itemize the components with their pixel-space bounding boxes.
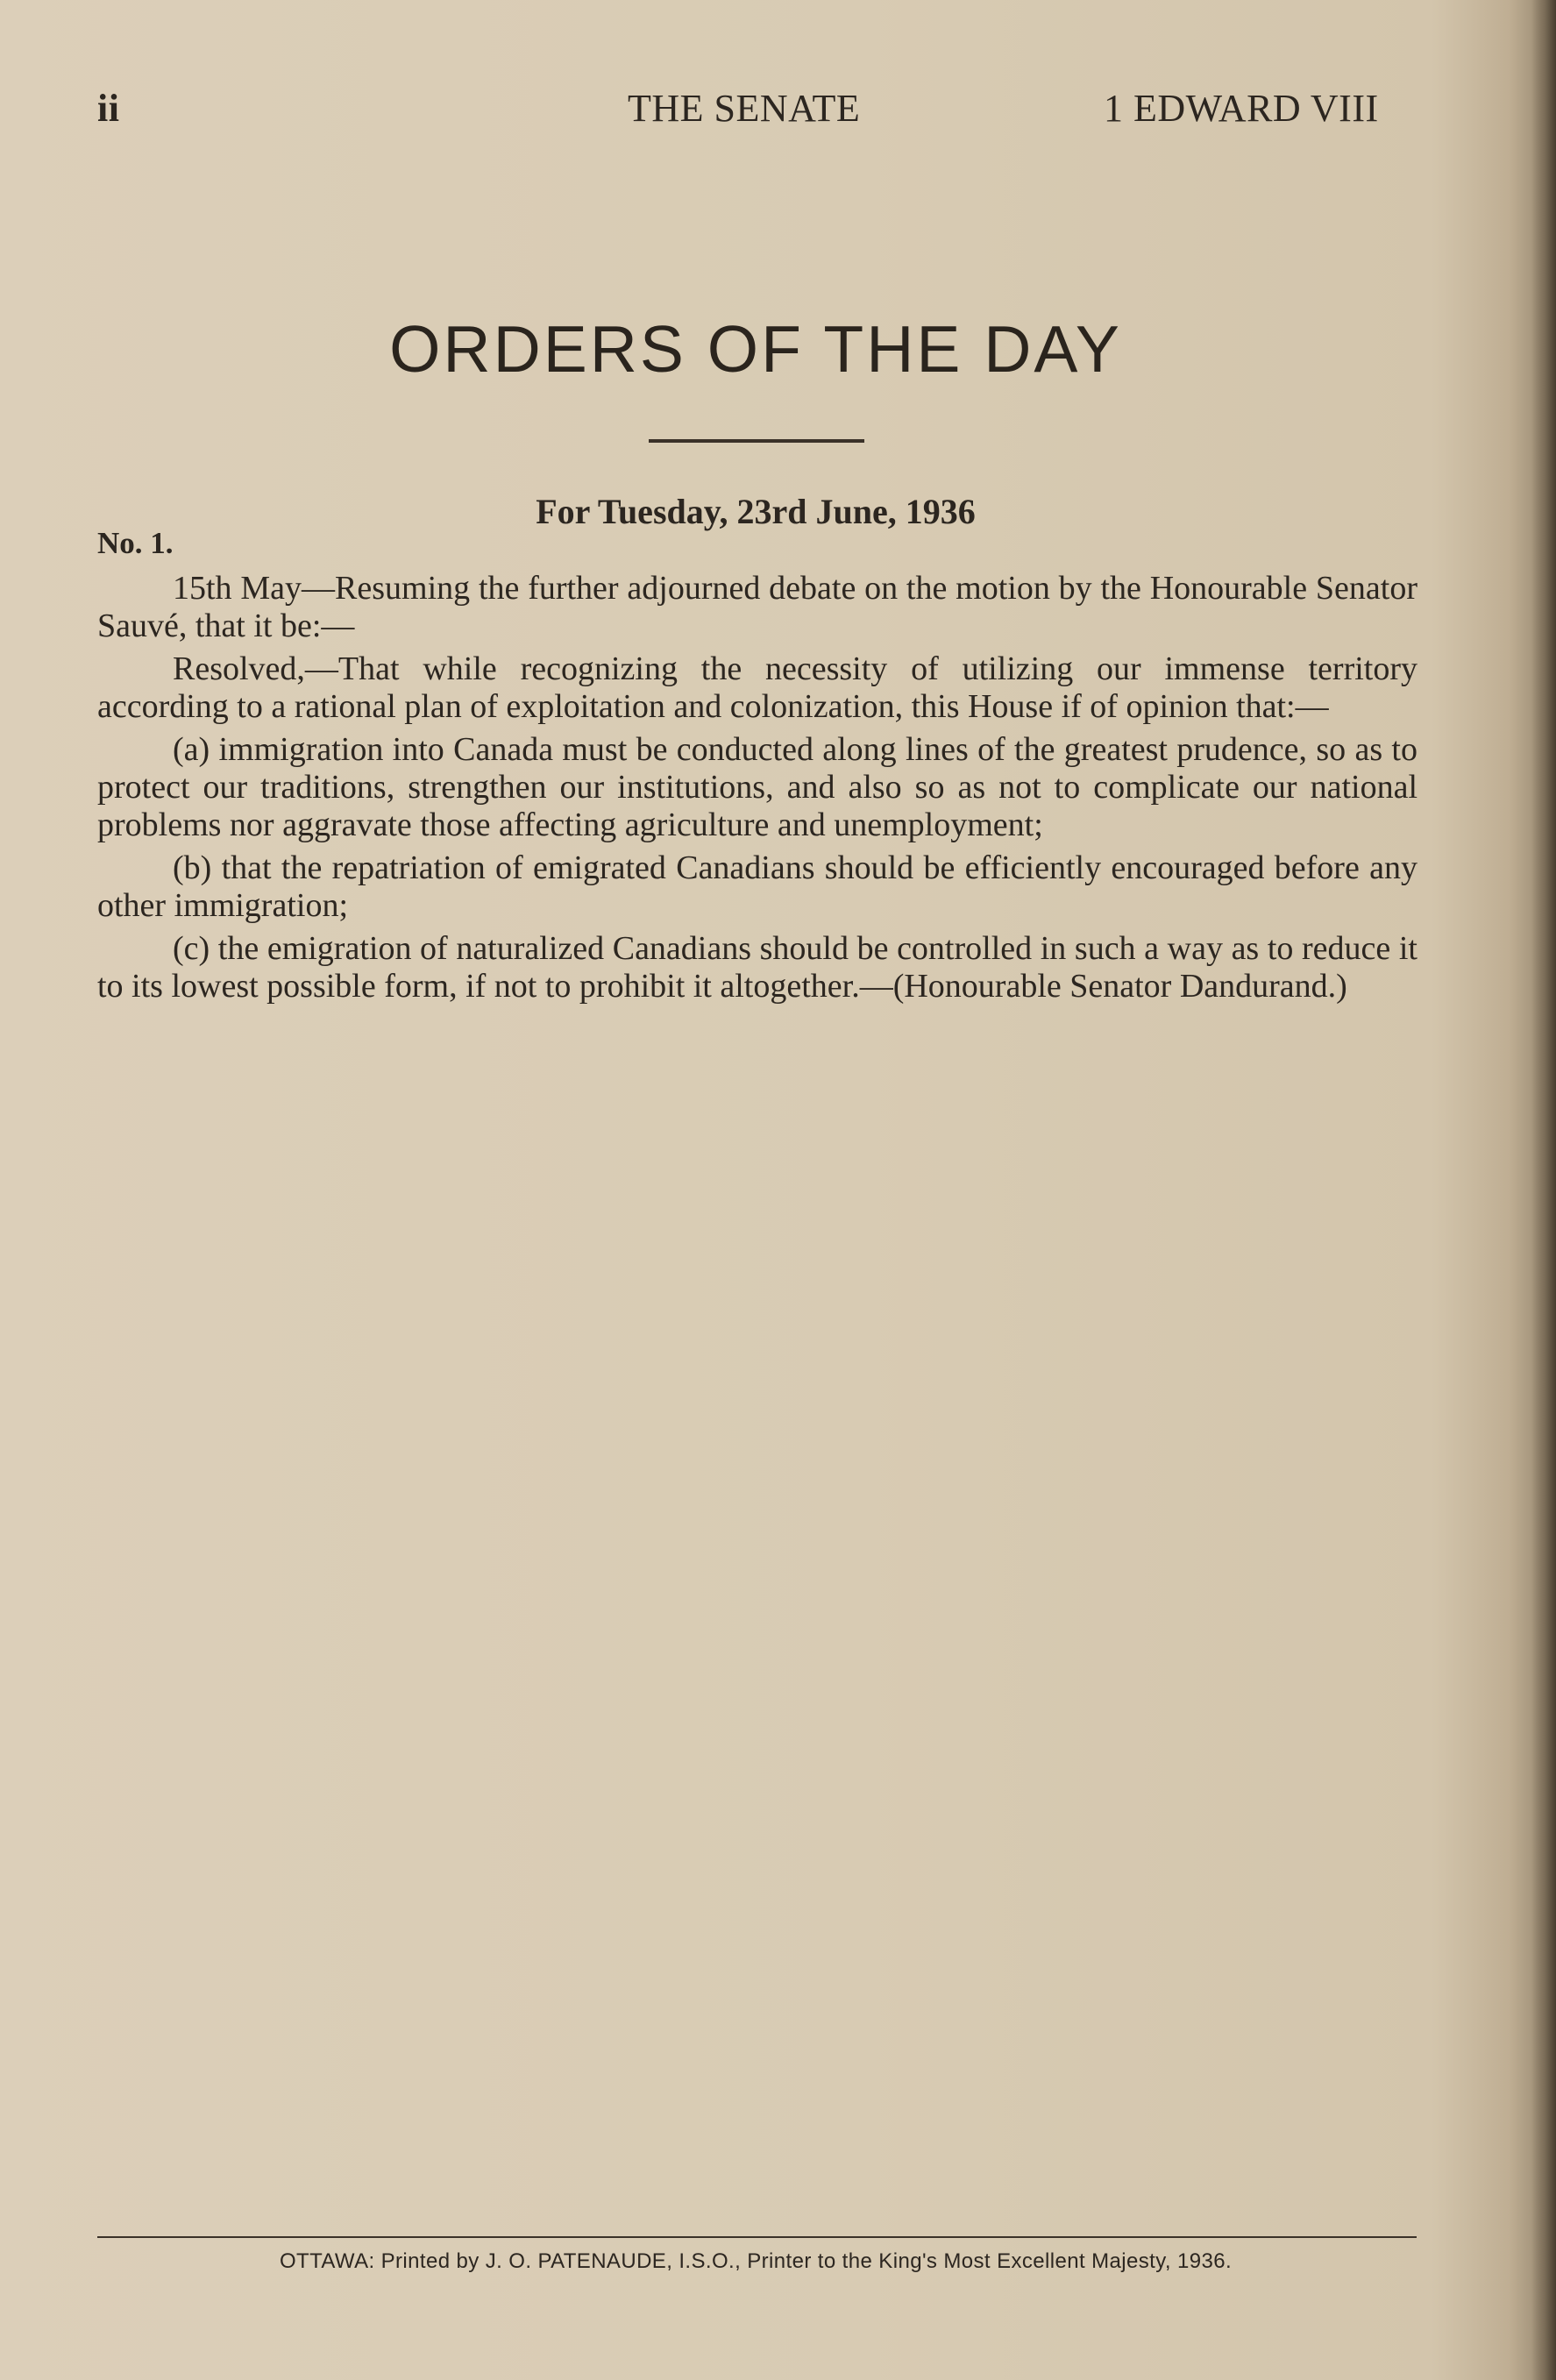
order-item-body xyxy=(97,570,1417,1005)
sitting-date-heading: For Tuesday, 23rd June, 1936 xyxy=(536,492,976,531)
order-item-number: No. 1. xyxy=(97,526,174,560)
resolution-clause-a: (a) immigration into Canada must be conducted along lines of the greatest prudence, so as to protect our traditions, strengthen our institutions, and also so as not to complicate our national problems nor aggravate those affecting agriculture and unemployment; xyxy=(97,731,1417,843)
page-edge-shadow xyxy=(1531,0,1556,2380)
running-head xyxy=(0,86,1556,139)
page-title: ORDERS OF THE DAY xyxy=(389,312,1122,386)
resolution-clause-c: (c) the emigration of naturalized Canadians should be controlled in such a way as to reduce it to its lowest possible form, if not to prohibit it altogether.—(Honourable Senator Dandurand.) xyxy=(97,930,1417,1005)
resolution-preamble: Resolved,—That while recognizing the necessity of utilizing our immense territory according to a rational plan of exploitation and colonization, this House if of opinion that:— xyxy=(97,650,1417,725)
printer-imprint: OTTAWA: Printed by J. O. PATENAUDE, I.S.O., Printer to the King's Most Excellent Majesty, 1936. xyxy=(279,2249,1233,2273)
running-head-title: THE SENATE xyxy=(628,87,861,130)
resolution-clause-b: (b) that the repatriation of emigrated Canadians should be efficiently encouraged before any other immigration; xyxy=(97,849,1417,924)
running-head-regnal-year: 1 EDWARD VIII xyxy=(1104,87,1379,130)
order-item-intro: 15th May—Resuming the further adjourned debate on the motion by the Honourable Senator Sauvé, that it be:— xyxy=(97,570,1417,644)
footer-divider xyxy=(97,2236,1417,2238)
title-divider xyxy=(649,439,864,443)
page-folio: ii xyxy=(97,87,120,130)
